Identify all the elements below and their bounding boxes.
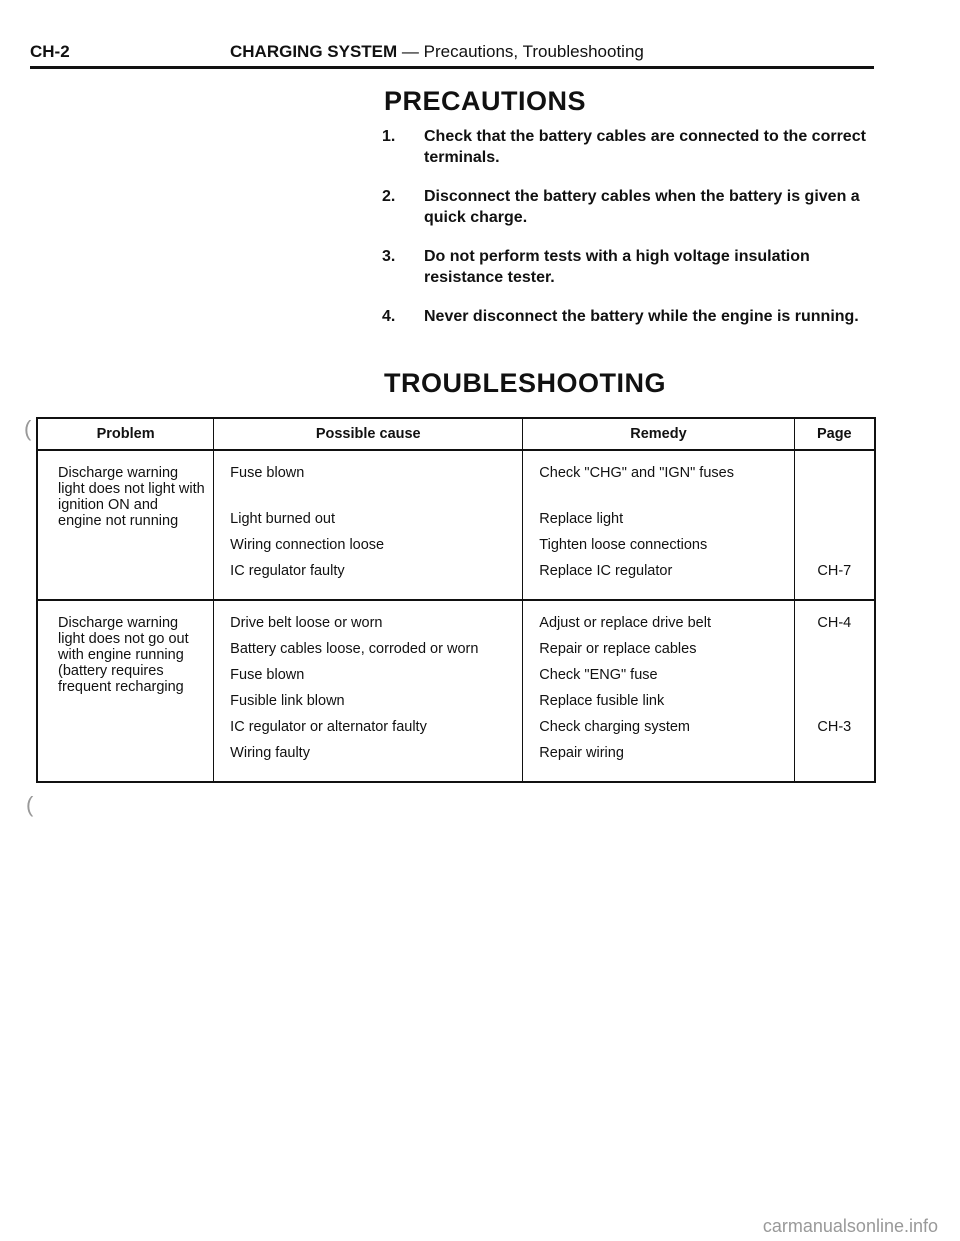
table-row [37,600,875,782]
cause-line: Wiring faulty [230,745,310,761]
precaution-text: Disconnect the battery cables when the battery is given a quick charge. [424,188,860,226]
page-ref [803,465,866,511]
page-ref [803,745,866,771]
page-ref [803,537,866,563]
page-cell [794,450,875,600]
precaution-text: Do not perform tests with a high voltage insulation resistance tester. [424,248,810,286]
cause-line: Drive belt loose or worn [230,615,383,631]
column-header-problem: Problem [37,418,214,450]
page-ref: CH-3 [817,719,852,735]
header-subtitle: Precautions, Troubleshooting [423,42,644,61]
column-header-remedy: Remedy [523,418,794,450]
remedy-line: Repair or replace cables [539,641,697,657]
binding-mark: ( [26,792,34,817]
problem-cell: Discharge warning light does not light with ignition ON and engine not running [37,450,214,600]
precaution-text: Never disconnect the battery while the engine is running. [424,308,859,325]
cause-line: Wiring connection loose [230,537,385,553]
remedy-cell [523,600,794,782]
page-ref [803,693,866,719]
precaution-text: Check that the battery cables are connected to the correct terminals. [424,128,866,166]
precaution-item [382,246,872,288]
table-header-row [37,418,875,450]
precaution-item [382,306,872,327]
precaution-number: 4. [382,308,396,325]
precaution-number: 1. [382,128,396,145]
watermark: carmanualsonline.info [762,1216,938,1236]
page-cell [794,600,875,782]
remedy-line: Replace IC regulator [539,563,673,579]
cause-cell [214,450,523,600]
troubleshooting-title: TROUBLESHOOTING [384,368,666,398]
precaution-item [382,186,872,228]
cause-line: Fuse blown [230,465,305,481]
remedy-line: Replace light [539,511,624,527]
cause-line: Fusible link blown [230,693,345,709]
header-dash: — [401,42,419,61]
page-ref [803,667,866,693]
problem-cell: Discharge warning light does not go out with engine running (battery requires frequent recharging [37,600,214,782]
remedy-line: Check "CHG" and "IGN" fuses [539,465,734,481]
remedy-cell [523,450,794,600]
cause-line: IC regulator faulty [230,563,345,579]
column-header-cause: Possible cause [214,418,523,450]
cause-line: Light burned out [230,511,335,527]
cause-cell [214,600,523,782]
remedy-line: Replace fusible link [539,693,665,709]
header-title [230,42,644,62]
precaution-item [382,126,872,168]
remedy-line: Adjust or replace drive belt [539,615,711,631]
page-ref [803,641,866,667]
binding-mark: ( [24,416,32,441]
remedy-line: Check "ENG" fuse [539,667,658,683]
precaution-number: 3. [382,248,396,265]
precautions-title: PRECAUTIONS [384,86,587,116]
section-name: CHARGING SYSTEM [230,42,398,61]
page-ref: CH-7 [817,563,852,579]
cause-line: Battery cables loose, corroded or worn [230,641,479,657]
cause-line: IC regulator or alternator faulty [230,719,427,735]
cause-line: Fuse blown [230,667,305,683]
remedy-line: Repair wiring [539,745,624,761]
precautions-list [382,126,872,345]
page-code: CH-2 [30,42,70,61]
remedy-line: Tighten loose connections [539,537,708,553]
troubleshooting-table [36,417,876,783]
column-header-page: Page [794,418,875,450]
page-ref [803,511,866,537]
page-header [30,42,874,69]
page-ref: CH-4 [817,615,852,631]
precaution-number: 2. [382,188,396,205]
table-row [37,450,875,600]
remedy-line: Check charging system [539,719,690,735]
